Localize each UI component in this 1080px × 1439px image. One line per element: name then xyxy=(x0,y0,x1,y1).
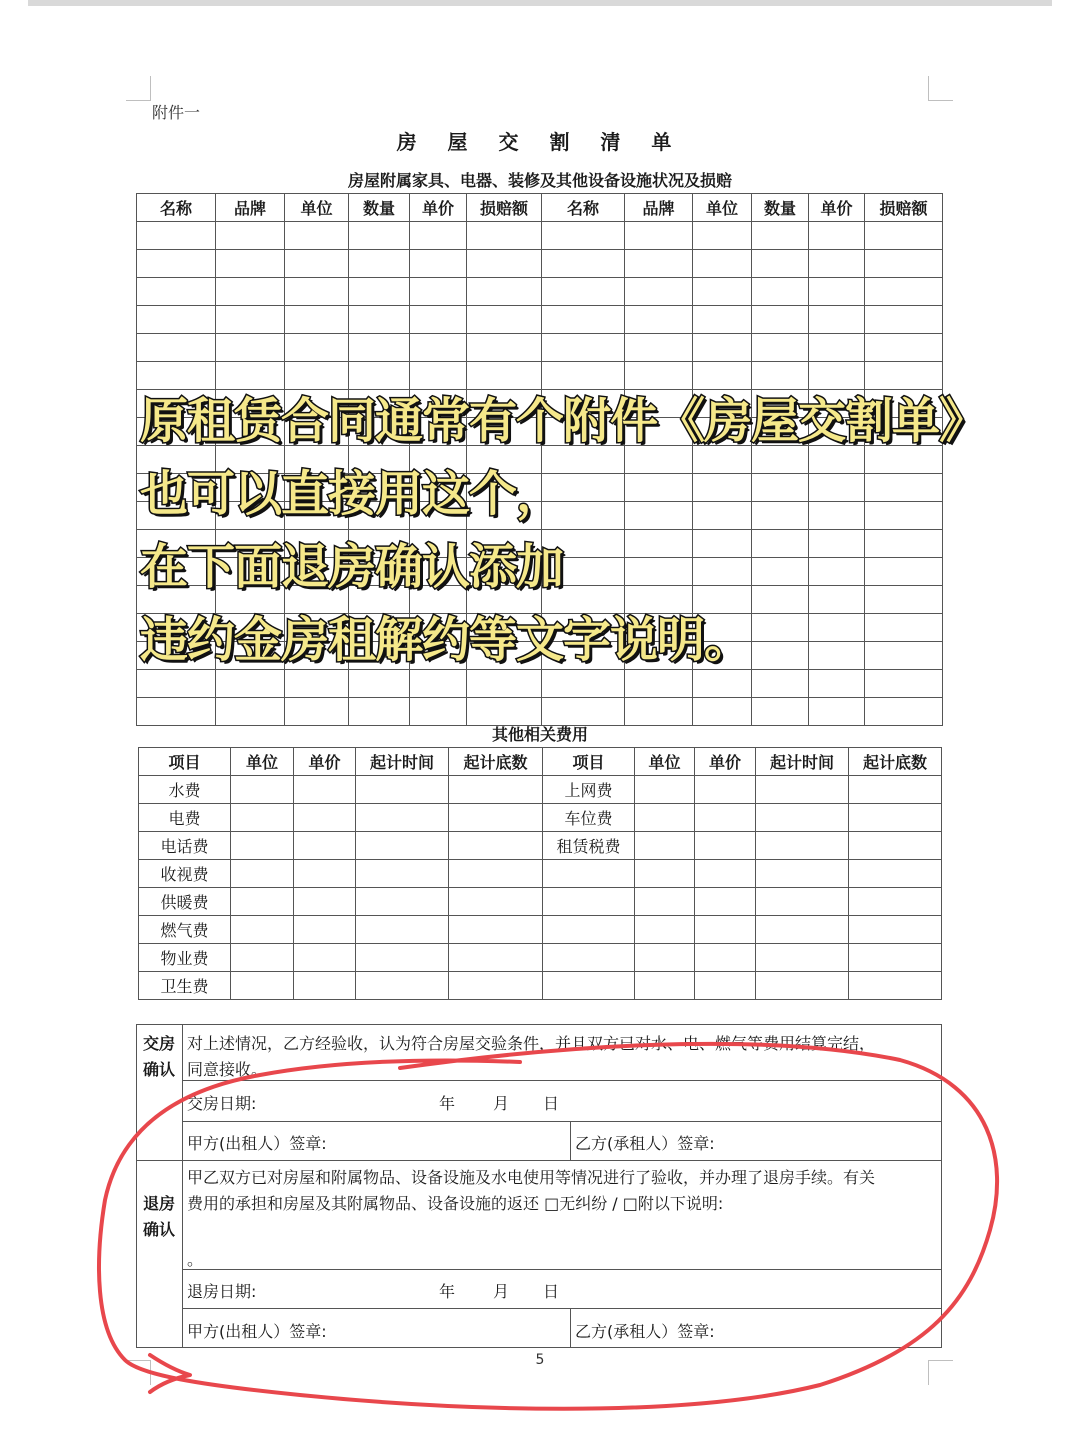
handover-label-2: 确认 xyxy=(143,1060,176,1079)
furniture-header-cell: 单位 xyxy=(285,194,349,222)
furniture-header-cell: 品牌 xyxy=(625,194,693,222)
furniture-header-cell: 损赔额 xyxy=(467,194,542,222)
fee-item-left: 卫生费 xyxy=(139,972,231,1000)
fees-header-cell: 单位 xyxy=(231,748,294,776)
fee-item-right: 上网费 xyxy=(543,776,635,804)
furniture-header-cell: 名称 xyxy=(137,194,216,222)
fees-header-cell: 起计时间 xyxy=(356,748,449,776)
page-number: 5 xyxy=(535,1352,545,1368)
fees-header-cell: 单价 xyxy=(294,748,356,776)
furniture-header-cell: 单价 xyxy=(410,194,467,222)
checkout-year: 年 xyxy=(439,1282,456,1301)
furniture-header-cell: 单价 xyxy=(809,194,865,222)
fees-subtitle: 其他相关费用 xyxy=(491,725,588,744)
handover-statement-1: 对上述情况，乙方经验收，认为符合房屋交验条件，并且双方已对水、电、燃气等费用结算完结， xyxy=(187,1034,876,1053)
checkout-party-b-signature[interactable]: 乙方(承租人）签章: xyxy=(575,1322,715,1341)
handover-party-a-signature[interactable]: 甲方(出租人）签章: xyxy=(187,1134,327,1153)
furniture-header-cell: 数量 xyxy=(752,194,809,222)
fee-item-right: 车位费 xyxy=(543,804,635,832)
fee-item-left: 电费 xyxy=(139,804,231,832)
fee-item-left: 燃气费 xyxy=(139,916,231,944)
handover-year: 年 xyxy=(439,1094,456,1113)
fees-header-cell: 项目 xyxy=(543,748,635,776)
handover-label-1: 交房 xyxy=(143,1034,176,1053)
fees-header-cell: 起计底数 xyxy=(449,748,543,776)
fees-header-cell: 起计底数 xyxy=(849,748,942,776)
fee-item-left: 水费 xyxy=(139,776,231,804)
checkout-statement-end: 。 xyxy=(187,1250,204,1269)
fee-item-left: 收视费 xyxy=(139,860,231,888)
checkout-statement-2: 费用的承担和房屋及其附属物品、设备设施的返还 □无纠纷 / □附以下说明: xyxy=(187,1194,724,1213)
checkout-day: 日 xyxy=(543,1282,560,1301)
checkout-label-2: 确认 xyxy=(143,1220,176,1239)
fee-item-right: 租赁税费 xyxy=(543,832,635,860)
checkout-label-1: 退房 xyxy=(143,1194,176,1213)
handover-statement-2: 同意接收。 xyxy=(187,1060,268,1079)
fees-header-cell: 单位 xyxy=(635,748,695,776)
handover-month: 月 xyxy=(493,1094,510,1113)
furniture-header-cell: 单位 xyxy=(693,194,752,222)
checkout-party-a-signature[interactable]: 甲方(出租人）签章: xyxy=(187,1322,327,1341)
fees-header-cell: 单价 xyxy=(695,748,756,776)
annex-label: 附件一 xyxy=(152,103,201,122)
document-title: 房 屋 交 割 清 单 xyxy=(396,130,684,154)
overlay-caption-line-3: 在下面退房确认添加 xyxy=(140,539,564,595)
overlay-caption-line-1: 原租赁合同通常有个附件《房屋交割单》 xyxy=(140,393,987,449)
checkout-date-label: 退房日期: xyxy=(187,1282,257,1301)
furniture-header-cell: 数量 xyxy=(349,194,410,222)
checkout-statement-1: 甲乙双方已对房屋和附属物品、设备设施及水电使用等情况进行了验收，并办理了退房手续。有关 xyxy=(187,1168,876,1187)
furniture-header-cell: 损赔额 xyxy=(865,194,943,222)
fee-item-left: 物业费 xyxy=(139,944,231,972)
fee-item-left: 供暖费 xyxy=(139,888,231,916)
handover-day: 日 xyxy=(543,1094,560,1113)
overlay-caption-line-4: 违约金房租解约等文字说明。 xyxy=(140,612,752,668)
fee-item-left: 电话费 xyxy=(139,832,231,860)
furniture-subtitle: 房屋附属家具、电器、装修及其他设备设施状况及损赔 xyxy=(347,171,732,190)
furniture-header-cell: 名称 xyxy=(542,194,625,222)
checkout-month: 月 xyxy=(493,1282,510,1301)
fees-header-cell: 起计时间 xyxy=(756,748,849,776)
handover-party-b-signature[interactable]: 乙方(承租人）签章: xyxy=(575,1134,715,1153)
furniture-header-cell: 品牌 xyxy=(216,194,285,222)
overlay-caption-line-2: 也可以直接用这个， xyxy=(140,466,564,522)
handover-date-label: 交房日期: xyxy=(187,1094,257,1113)
fees-header-cell: 项目 xyxy=(139,748,231,776)
